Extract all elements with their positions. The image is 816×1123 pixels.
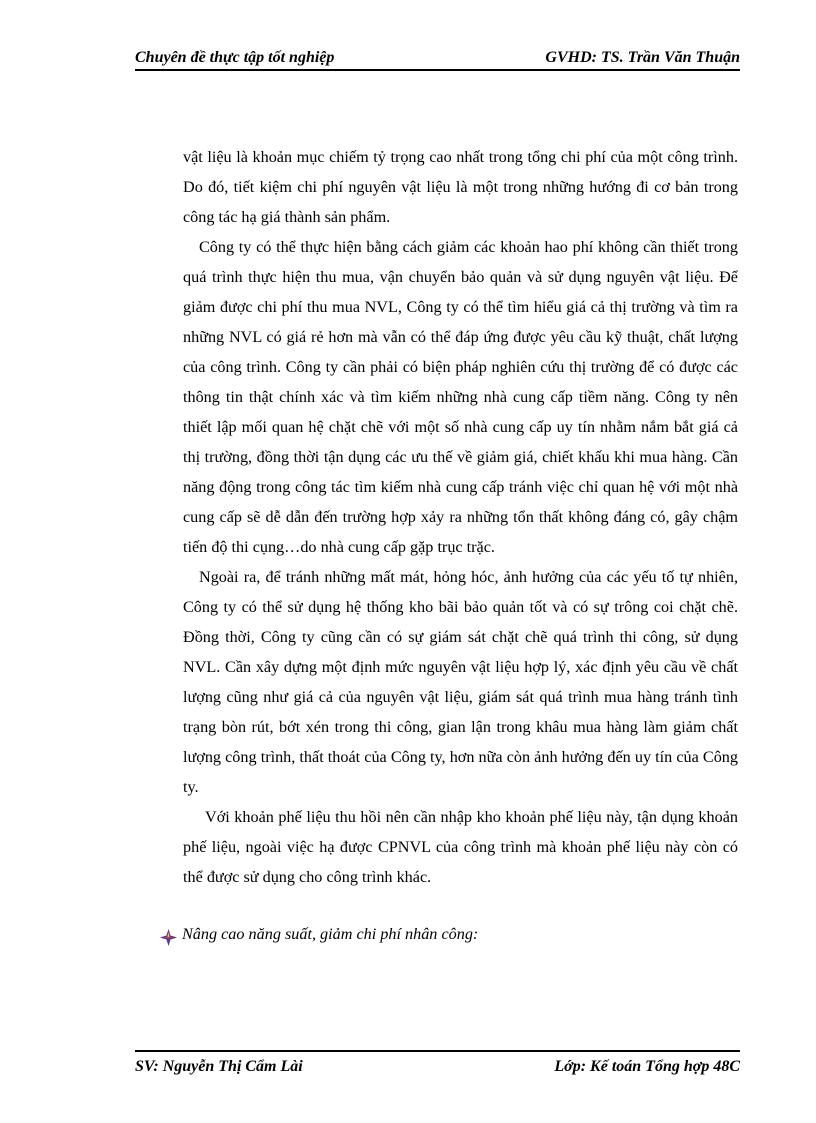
page-footer [135, 1050, 740, 1082]
section-bullet [160, 919, 740, 949]
document-body [183, 142, 738, 892]
paragraph-4: Với khoản phế liệu thu hồi nên cần nhập kho khoản phế liệu này, tận dụng khoản phế liệu, ngoài việc hạ được CPNVL của công trình mà khoản phế liệu này còn có thể được sử dụng cho công trình khác. [183, 808, 738, 886]
plus-star-icon [160, 926, 177, 943]
paragraph-3: Ngoài ra, để tránh những mất mát, hỏng hóc, ảnh hưởng của các yếu tố tự nhiên, Công ty có thể sử dụng hệ thống kho bãi bảo quản tốt và có sự trông coi chặt chẽ. Đồng thời, Công ty cũng cần có sự giám sát chặt chẽ quá trình thi công, sử dụng NVL. Cần xây dựng một định mức nguyên vật liệu hợp lý, xác định yêu cầu về chất lượng cũng như giá cả của nguyên vật liệu, giám sát quá trình mua hàng tránh tình trạng bòn rút, bớt xén trong thi công, gian lận trong khâu mua hàng làm giảm chất lượng công trình, thất thoát của Công ty, hơn nữa còn ảnh hưởng đến uy tín của Công ty. [183, 568, 738, 796]
page-header [135, 47, 740, 71]
header-left-title: Chuyên đề thực tập tốt nghiệp [135, 49, 335, 66]
footer-student-name: SV: Nguyễn Thị Cẩm Lài [135, 1058, 303, 1075]
paragraph-2: Công ty có thể thực hiện bằng cách giảm các khoản hao phí không cần thiết trong quá trình thực hiện thu mua, vận chuyển bảo quản và sử dụng nguyên vật liệu. Để giảm được chi phí thu mua NVL, Công ty có thể tìm hiểu giá cả thị trường và tìm ra những NVL có giá rẻ hơn mà vẫn có thể đáp ứng được yêu cầu kỹ thuật, chất lượng của công trình. Công ty cần phải có biện pháp nghiên cứu thị trường để có được các thông tin thật chính xác và tìm kiếm những nhà cung cấp tiềm năng. Công ty nên thiết lập mối quan hệ chặt chẽ với một số nhà cung cấp uy tín nhằm nắm bắt giá cả thị trường, đồng thời tận dụng các ưu thế về giảm giá, chiết khấu khi mua hàng. Cần năng động trong công tác tìm kiếm nhà cung cấp tránh việc chỉ quan hệ với một nhà cung cấp sẽ dễ dẫn đến trường hợp xảy ra những tổn thất không đáng có, gây chậm tiến độ thi cụng…do nhà cung cấp gặp trục trặc. [183, 238, 738, 556]
header-right-supervisor: GVHD: TS. Trần Văn Thuận [545, 49, 740, 66]
footer-class-name: Lớp: Kế toán Tổng hợp 48C [554, 1058, 740, 1075]
paragraph-1: vật liệu là khoản mục chiếm tỷ trọng cao nhất trong tổng chi phí của một công trình. Do đó, tiết kiệm chi phí nguyên vật liệu là một trong những hướng đi cơ bản trong công tác hạ giá thành sản phẩm. [183, 148, 738, 226]
bullet-heading: Nâng cao năng suất, giảm chi phí nhân công: [182, 925, 479, 943]
